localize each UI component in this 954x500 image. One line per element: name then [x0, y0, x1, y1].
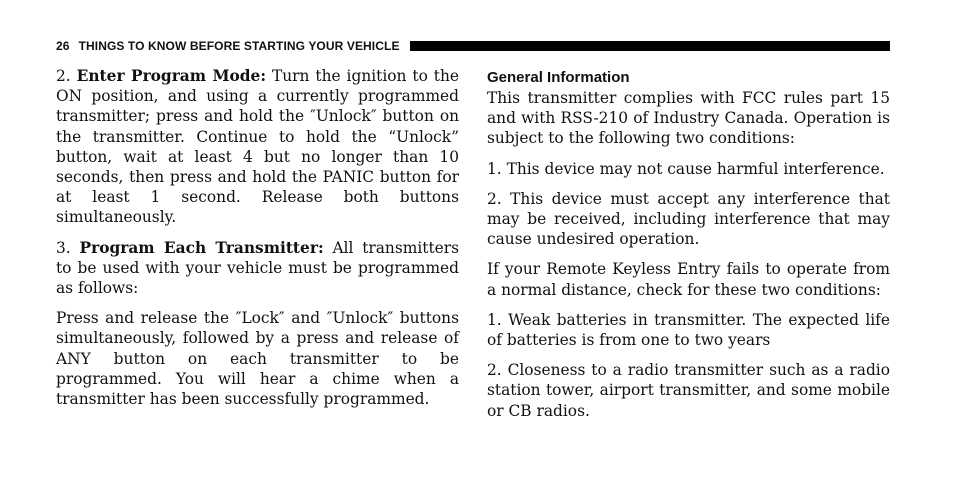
- step-3-number: 3.: [56, 238, 80, 257]
- step-3-heading: Program Each Transmitter:: [79, 238, 324, 257]
- condition-2: 2. This device must accept any interference that may be received, including interference that may cause undesired operation.: [487, 189, 890, 249]
- step-2-heading: Enter Program Mode:: [76, 67, 267, 85]
- troubleshooting-intro: If your Remote Keyless Entry fails to operate from a normal distance, check for these two conditions:: [487, 260, 890, 299]
- step-2-paragraph: [56, 66, 459, 228]
- page-number: 26: [56, 39, 70, 53]
- step-3-text: All transmitters to be used with your vehicle must be programmed as follows:: [56, 238, 459, 298]
- page-header: [56, 37, 890, 55]
- programming-instructions: Press and release the ″Lock″ and ″Unlock″ buttons simultaneously, followed by a press and release of ANY button on each transmitter to be programmed. You will hear a chime when a transmitter has been successfully programmed.: [56, 309, 459, 409]
- check-2: 2. Closeness to a radio transmitter such as a radio station tower, airport transmitter, and some mobile or CB radios.: [487, 361, 890, 420]
- step-2-number: 2.: [56, 67, 77, 85]
- compliance-paragraph: This transmitter complies with FCC rules part 15 and with RSS-210 of Industry Canada. Operation is subject to the following two conditions:: [487, 89, 890, 148]
- step-2-text: Turn the ignition to the ON position, and using a currently programmed transmitter; press and hold the ″Unlock″ button on the transmitter. Continue to hold the “Unlock” button, wait at least 4 but no longer than 10 seconds, then press and hold the PANIC button for at least 1 second. Release both buttons simultaneously.: [56, 67, 459, 227]
- left-column: [56, 66, 459, 419]
- section-heading: General Information: [487, 69, 630, 86]
- running-header-title: THINGS TO KNOW BEFORE STARTING YOUR VEHICLE: [78, 39, 400, 53]
- right-column: [487, 66, 890, 431]
- check-1: 1. Weak batteries in transmitter. The expected life of batteries is from one to two years: [487, 310, 890, 350]
- header-rule: [410, 41, 890, 51]
- condition-1: 1. This device may not cause harmful interference.: [487, 159, 885, 178]
- step-3-paragraph: [56, 238, 459, 299]
